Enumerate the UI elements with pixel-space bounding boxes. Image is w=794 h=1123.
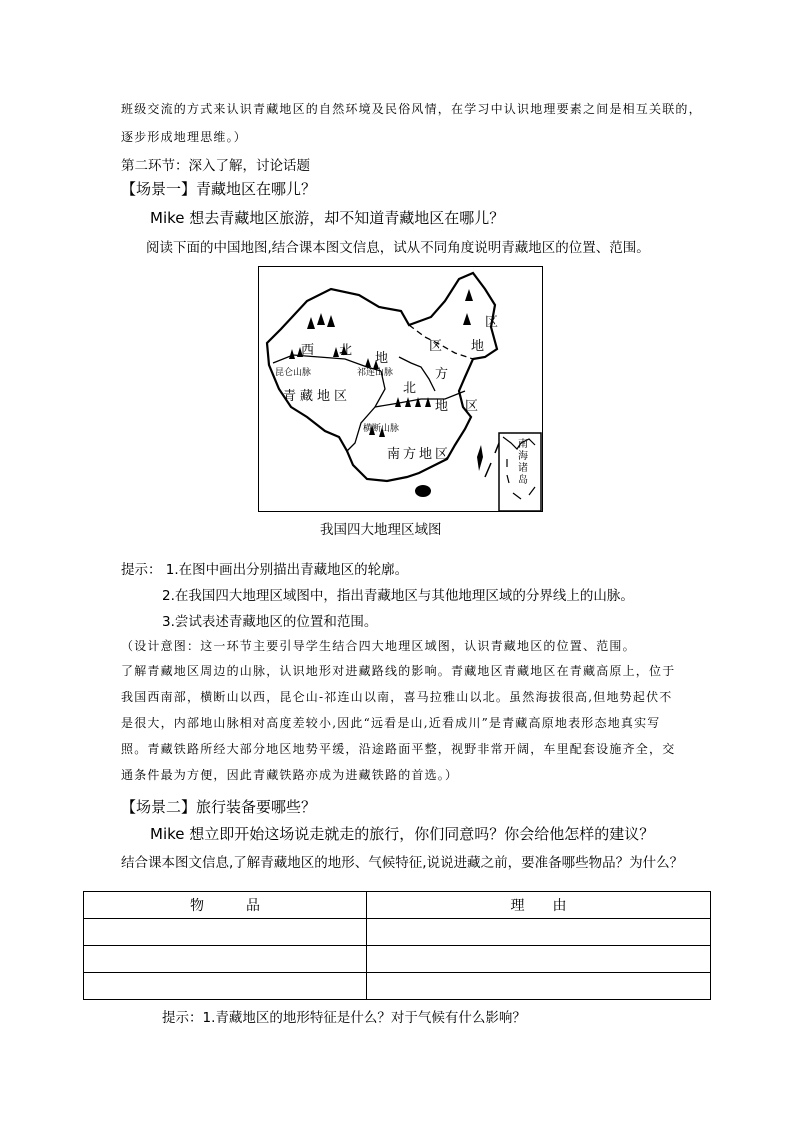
table-row — [84, 973, 711, 1000]
label-kunlun: 昆仑山脉 — [275, 368, 312, 378]
intro-line-1: 班级交流的方式来认识青藏地区的自然环境及民俗风情，在学习中认识地理要素之间是相互关联的， — [121, 102, 702, 116]
table-cell-reason[interactable] — [367, 919, 711, 946]
design-line-6: 通条件最为方便，因此青藏铁路亦成为进藏铁路的首选。） — [121, 768, 459, 782]
taiwan-island — [477, 445, 483, 471]
hint-2: 2.在我国四大地理区域图中，指出青藏地区与其他地理区域的分界线上的山脉。 — [162, 588, 634, 604]
label-qingzang: 青藏地区 — [283, 389, 352, 404]
scene2-title: 【场景二】旅行装备要哪些？ — [121, 798, 317, 816]
scene1-question-2: 阅读下面的中国地图,结合课本图文信息，试从不同角度说明青藏地区的位置、范围。 — [146, 240, 650, 256]
intro-line-2: 逐步形成地理思维。） — [121, 130, 248, 144]
design-line-3: 我国西南部，横断山以西，昆仑山-祁连山以南，喜马拉雅山以北。虽然海拔很高,但地势起伏不 — [121, 690, 673, 704]
table-cell-reason[interactable] — [367, 973, 711, 1000]
header-reason: 理 由 — [367, 892, 711, 919]
table-cell-item[interactable] — [84, 973, 367, 1000]
label-xi: 西 — [301, 343, 315, 358]
table-cell-item[interactable] — [84, 946, 367, 973]
design-line-2: 了解青藏地区周边的山脉，认识地形对进藏路线的影响。青藏地区青藏地区在青藏高原上，位于 — [121, 664, 676, 678]
south-sea-dashes — [485, 443, 499, 477]
hint-1: 提示： 1.在图中画出分别描出青藏地区的轮廓。 — [121, 562, 409, 578]
hint-3: 3.尝试表述青藏地区的位置和范围。 — [162, 614, 378, 630]
label-qu-ne: 区 — [485, 315, 499, 330]
hint-final: 提示：1.青藏地区的地形特征是什么？对于气候有什么影响？ — [162, 1010, 526, 1026]
label-bei-n: 北 — [403, 381, 417, 396]
table-cell-item[interactable] — [84, 919, 367, 946]
scene2-question-2: 结合课本图文信息,了解青藏地区的地形、气候特征,说说进藏之前，要准备哪些物品？为什么？ — [121, 855, 684, 871]
label-di-n: 地 — [435, 399, 449, 414]
scene1-question-1: Mike 想去青藏地区旅游，却不知道青藏地区在哪儿？ — [150, 209, 505, 227]
label-nanhai: 南海诸岛 — [518, 439, 528, 486]
table-header-row — [84, 892, 711, 919]
label-qu: 区 — [429, 339, 443, 354]
section-title: 第二环节：深入了解，讨论话题 — [121, 158, 310, 174]
label-nanfang: 南方地区 — [387, 447, 452, 462]
label-bei: 北 — [339, 343, 353, 358]
design-line-5: 照。青藏铁路所经大部分地区地势平缓，沿途路面平整，视野非常开阔，车里配套设施齐全，交 — [121, 742, 676, 756]
design-line-1: （设计意图：这一环节主要引导学生结合四大地理区域图，认识青藏地区的位置、范围。 — [121, 639, 636, 653]
label-fang-n: 方 — [435, 367, 449, 382]
map-caption: 我国四大地理区域图 — [320, 522, 442, 538]
label-di-ne: 地 — [471, 339, 485, 354]
label-di: 地 — [375, 351, 389, 366]
scene2-question-1: Mike 想立即开始这场说走就走的旅行，你们同意吗？你会给他怎样的建议？ — [150, 825, 655, 843]
table-row — [84, 946, 711, 973]
scene1-title: 【场景一】青藏地区在哪儿？ — [121, 180, 317, 198]
hainan-island — [415, 485, 431, 497]
label-hengduan: 横断山脉 — [363, 424, 400, 434]
china-regions-map — [258, 266, 543, 512]
table-row — [84, 919, 711, 946]
label-qu-n: 区 — [465, 399, 479, 414]
boundary-qz-east — [347, 371, 385, 451]
header-item: 物 品 — [84, 892, 367, 919]
table-cell-reason[interactable] — [367, 946, 711, 973]
label-qilian: 祁连山脉 — [357, 368, 394, 378]
items-table — [83, 891, 711, 1000]
design-line-4: 是很大，内部地山脉相对高度差较小,因此“远看是山,近看成川”是青藏高原地表形态地真实写 — [121, 716, 661, 730]
